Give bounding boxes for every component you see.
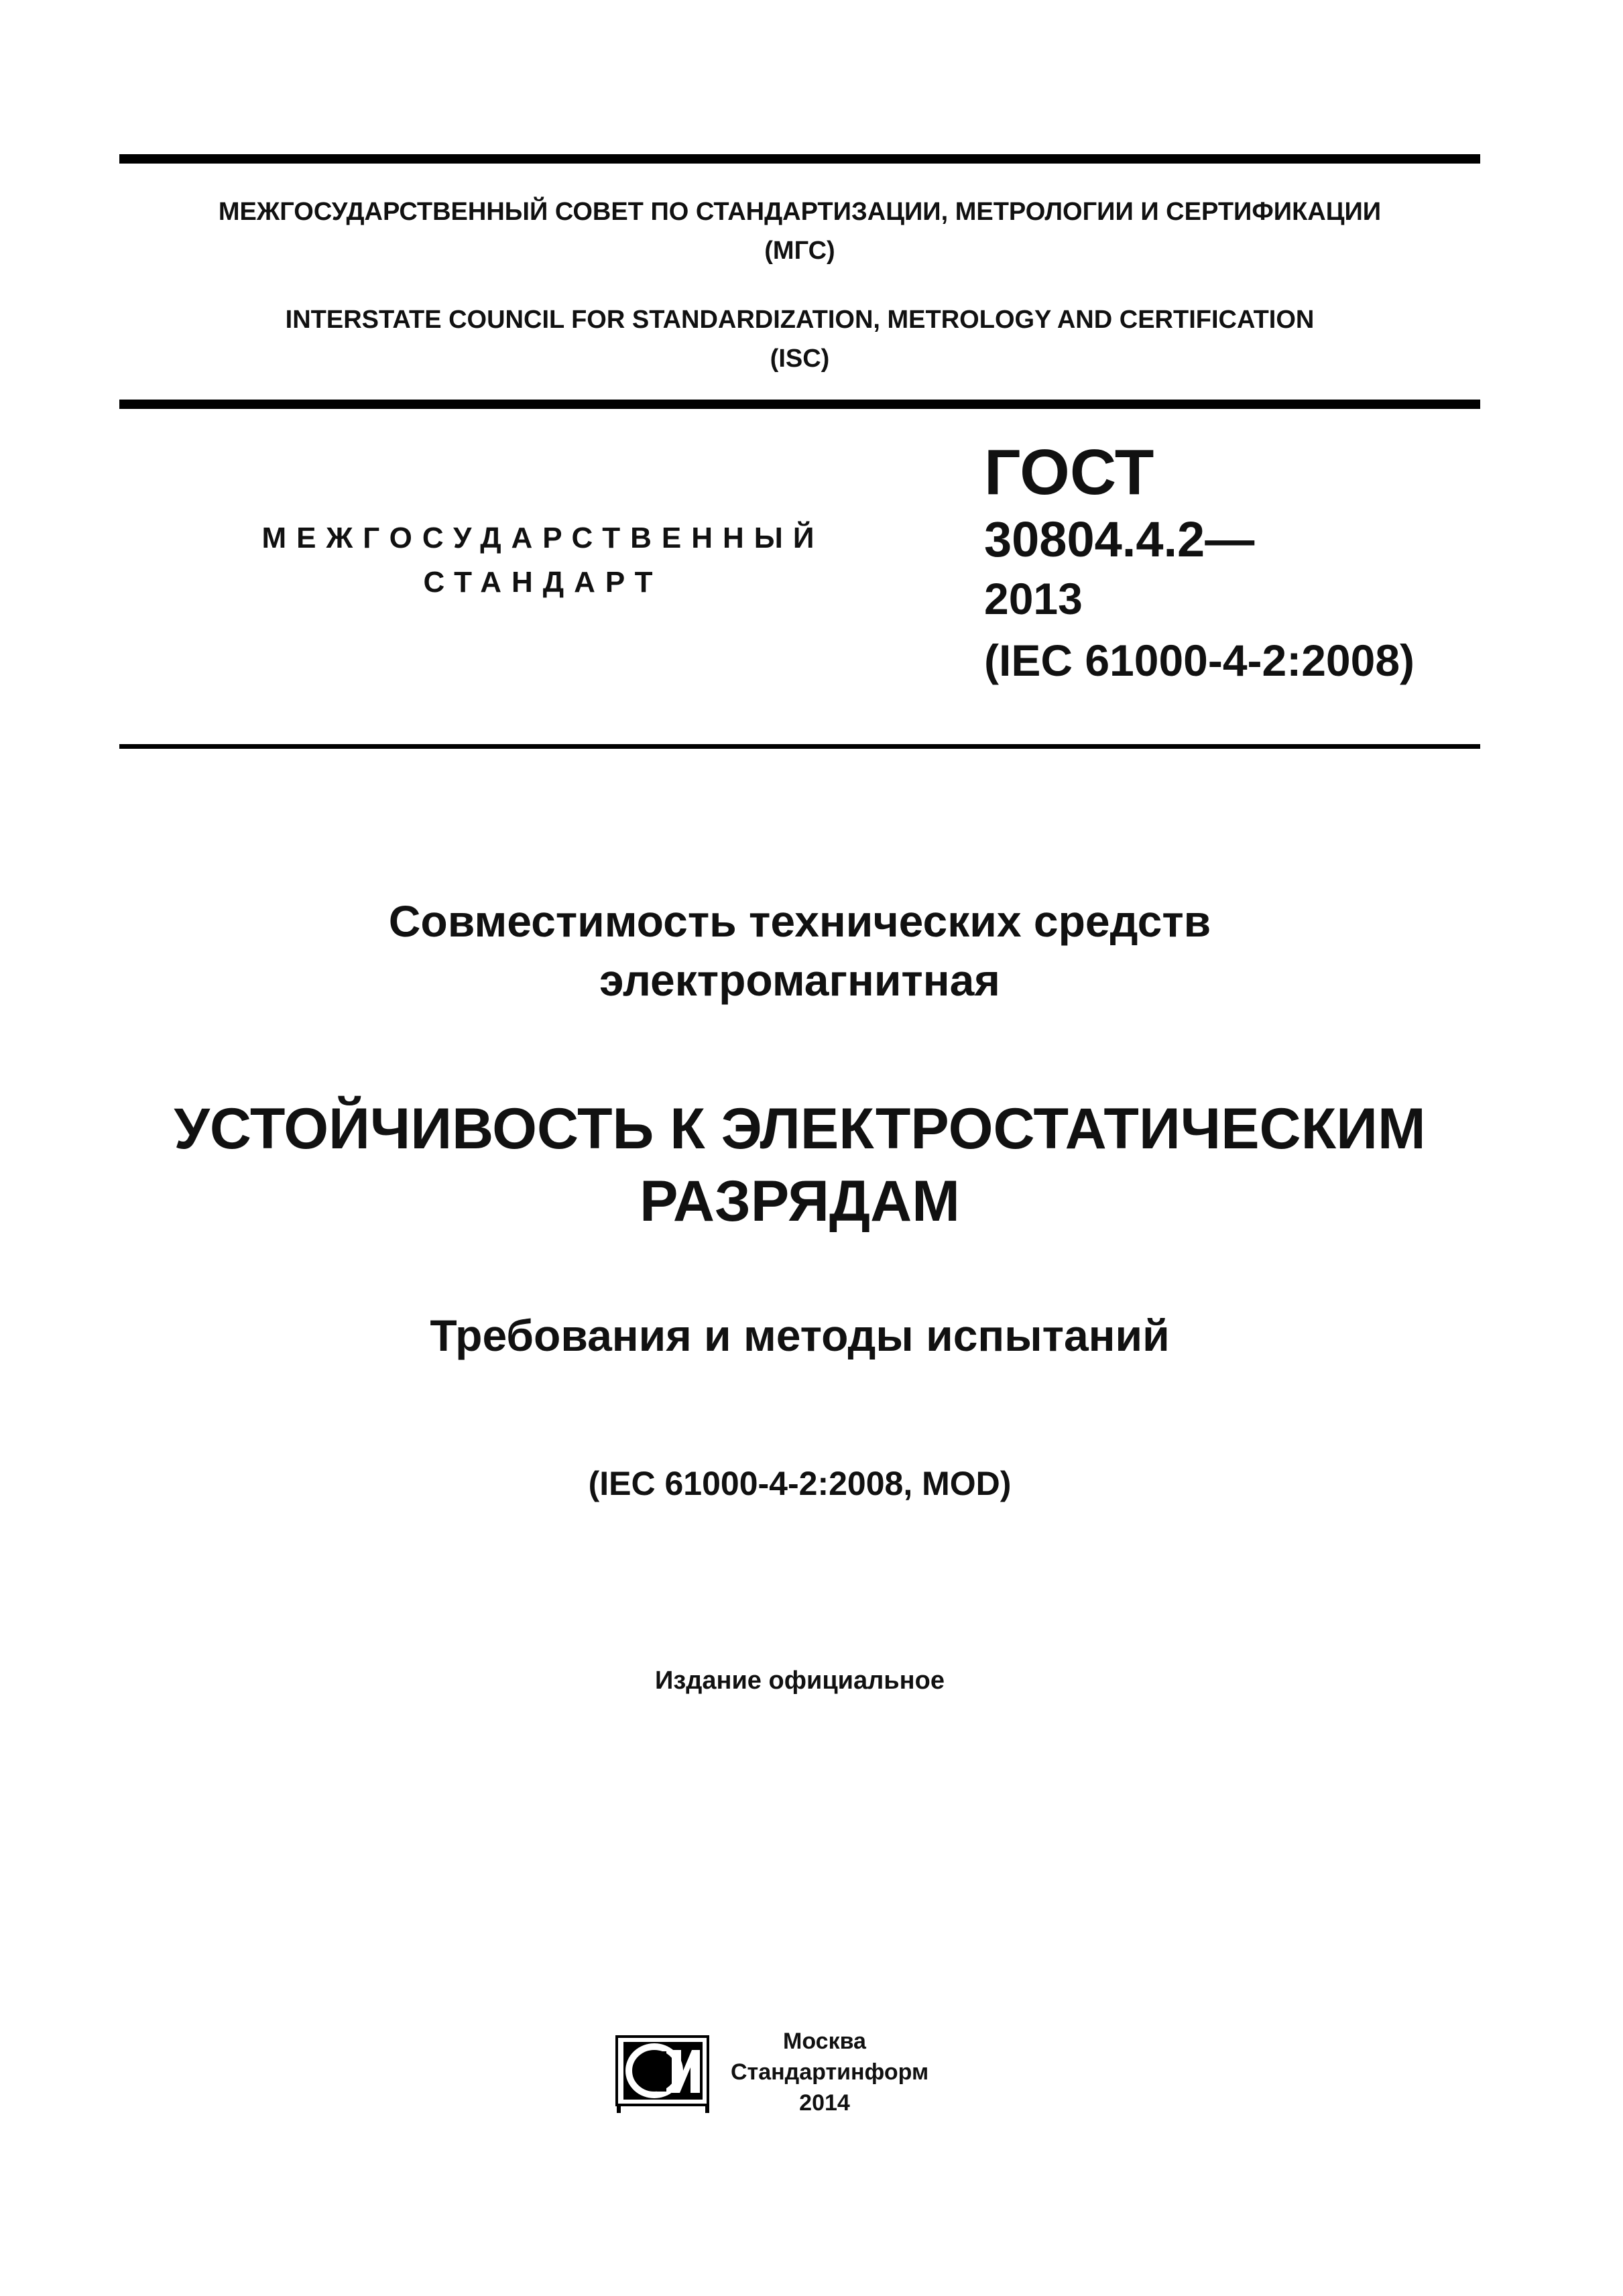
council-name-en: [119, 300, 1480, 378]
main-title-line2: РАЗРЯДАМ: [640, 1169, 960, 1233]
middle-rule: [119, 400, 1480, 409]
gost-iec-reference: (IEC 61000-4-2:2008): [984, 636, 1415, 685]
council-abbr-ru: (МГС): [764, 237, 835, 265]
document-main-title: [119, 1093, 1480, 1237]
document-subtitle: [119, 892, 1480, 1010]
bottom-rule: [119, 744, 1480, 749]
standard-type-line1: МЕЖГОСУДАРСТВЕННЫЙ: [261, 522, 825, 554]
council-abbr-en: (ISC): [770, 345, 830, 373]
edition-label: Издание официальное: [655, 1667, 945, 1695]
publisher-imprint: [731, 2026, 929, 2118]
gost-number: 30804.4.2—: [984, 511, 1255, 567]
publisher-city: Москва: [783, 2029, 866, 2054]
standartinform-logo-icon: [615, 2035, 716, 2114]
council-name-ru-line: МЕЖГОСУДАРСТВЕННЫЙ СОВЕТ ПО СТАНДАРТИЗАЦИИ, МЕТРОЛОГИИ И СЕРТИФИКАЦИИ: [218, 198, 1382, 226]
requirements-title: Требования и методы испытаний: [430, 1311, 1170, 1360]
council-name-en-line: INTERSTATE COUNCIL FOR STANDARDIZATION, METROLOGY AND CERTIFICATION: [285, 306, 1315, 334]
top-rule: [119, 154, 1480, 164]
subtitle-line1: Совместимость технических средств: [388, 896, 1211, 946]
main-title-line1: УСТОЙЧИВОСТЬ К ЭЛЕКТРОСТАТИЧЕСКИМ: [174, 1097, 1426, 1161]
publisher-year: 2014: [799, 2090, 850, 2116]
subtitle-line2: электромагнитная: [599, 955, 1000, 1005]
gost-year: 2013: [984, 574, 1083, 623]
gost-word: ГОСТ: [984, 436, 1154, 508]
iec-mod-reference: (IEC 61000-4-2:2008, MOD): [588, 1465, 1012, 1502]
publisher-name: Стандартинформ: [731, 2059, 929, 2085]
standard-type-line2: СТАНДАРТ: [423, 566, 663, 599]
gost-designation: [984, 436, 1494, 693]
council-name-ru: [119, 192, 1480, 270]
standard-type-label: [221, 516, 865, 605]
